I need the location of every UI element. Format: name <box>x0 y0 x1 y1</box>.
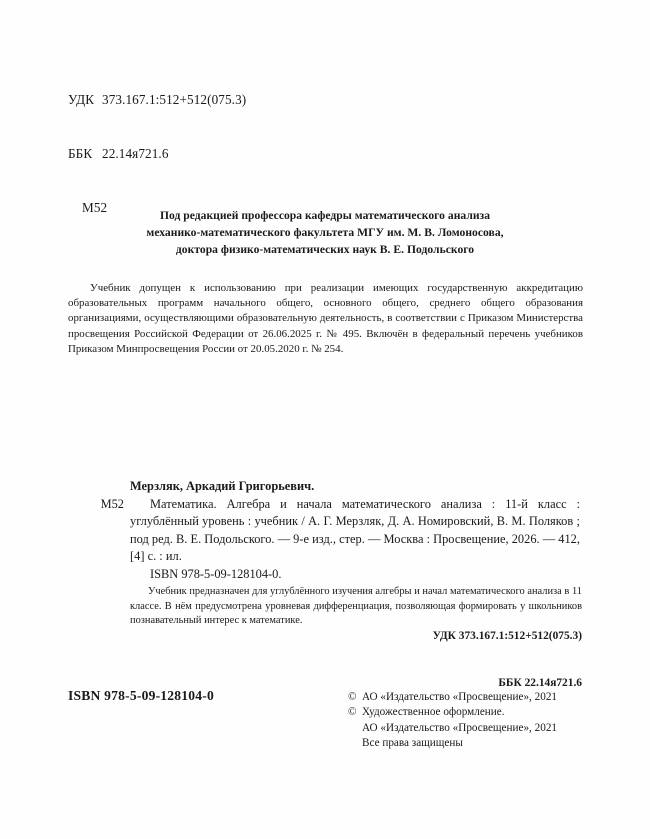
approval-statement: Учебник допущен к использованию при реализации имеющих государственную аккредитацию образовательных программ начального общего, основного общего, среднего общего образования организациями, осуществляющими образовательную деятельность, в соответствии с Приказом Министерства просвещения Российской Федерации от 26.06.2025 г. № 495. Включён в федеральный перечень учебников Приказом Минпросвещения России от 20.05.2020 г. № 254. <box>68 282 583 355</box>
bbk-line <box>68 145 246 163</box>
cip-annotation: Учебник предназначен для углублённого изучения алгебры и начал математического анализа в 11 классе. В нём предусмотрена уровневая дифференциация, позволяющая формировать у школьников познавательный интерес к математике. <box>130 586 582 627</box>
bbk-label: ББК <box>68 146 93 161</box>
copyright-line-rights <box>348 736 557 751</box>
cip-isbn: ISBN 978-5-09-128104-0. <box>150 567 282 581</box>
copyright-design-text: Художественное оформление. <box>362 706 505 719</box>
isbn-bottom: ISBN 978-5-09-128104-0 <box>68 688 214 703</box>
udk-line <box>68 91 246 109</box>
copyright-notice <box>348 690 557 752</box>
cip-sigil: М52 <box>100 497 124 511</box>
bbk-value: 22.14я721.6 <box>102 146 169 161</box>
cip-author-heading: Мерзляк, Аркадий Григорьевич. <box>130 479 315 493</box>
copyright-icon: © <box>348 691 357 703</box>
copyright-icon-design: © <box>348 706 357 719</box>
catalog-sigil: М52 <box>82 200 108 215</box>
editor-credit-line-3: доктора физико-математических наук В. Е. Подольского <box>175 243 475 257</box>
bbk-repeat-line: ББК 22.14я721.6 <box>498 676 582 689</box>
editor-credit-line-1: Под редакцией профессора кафедры математического анализа <box>159 209 491 222</box>
editor-credit <box>85 207 565 259</box>
copyright-line-design-publisher <box>348 721 557 736</box>
copyright-publisher-text: АО «Издательство «Просвещение», 2021 <box>362 691 558 703</box>
udk-value: 373.167.1:512+512(075.3) <box>102 92 247 107</box>
copyright-line-design <box>348 705 557 720</box>
copyright-line-publisher <box>348 690 557 705</box>
cip-description: Математика. Алгебра и начала математического анализа : 11-й класс : углублённый уровень : учебник / А. Г. Мерзляк, Д. А. Номировский, В. М. Поляков ; под ред. В. Е. Подольского. — 9-е изд., стер. — Москва : Просвещение, 2026. — 412, [4] с. : ил. <box>130 497 580 564</box>
copyright-design-publisher-text: АО «Издательство «Просвещение», 2021 <box>362 721 558 734</box>
udk-repeat-line: УДК 373.167.1:512+512(075.3) <box>432 630 582 643</box>
udk-label: УДК <box>68 92 95 107</box>
editor-credit-line-2: механико-математического факультета МГУ им. М. В. Ломоносова, <box>146 226 504 240</box>
copyright-rights-text: Все права защищены <box>362 737 463 750</box>
